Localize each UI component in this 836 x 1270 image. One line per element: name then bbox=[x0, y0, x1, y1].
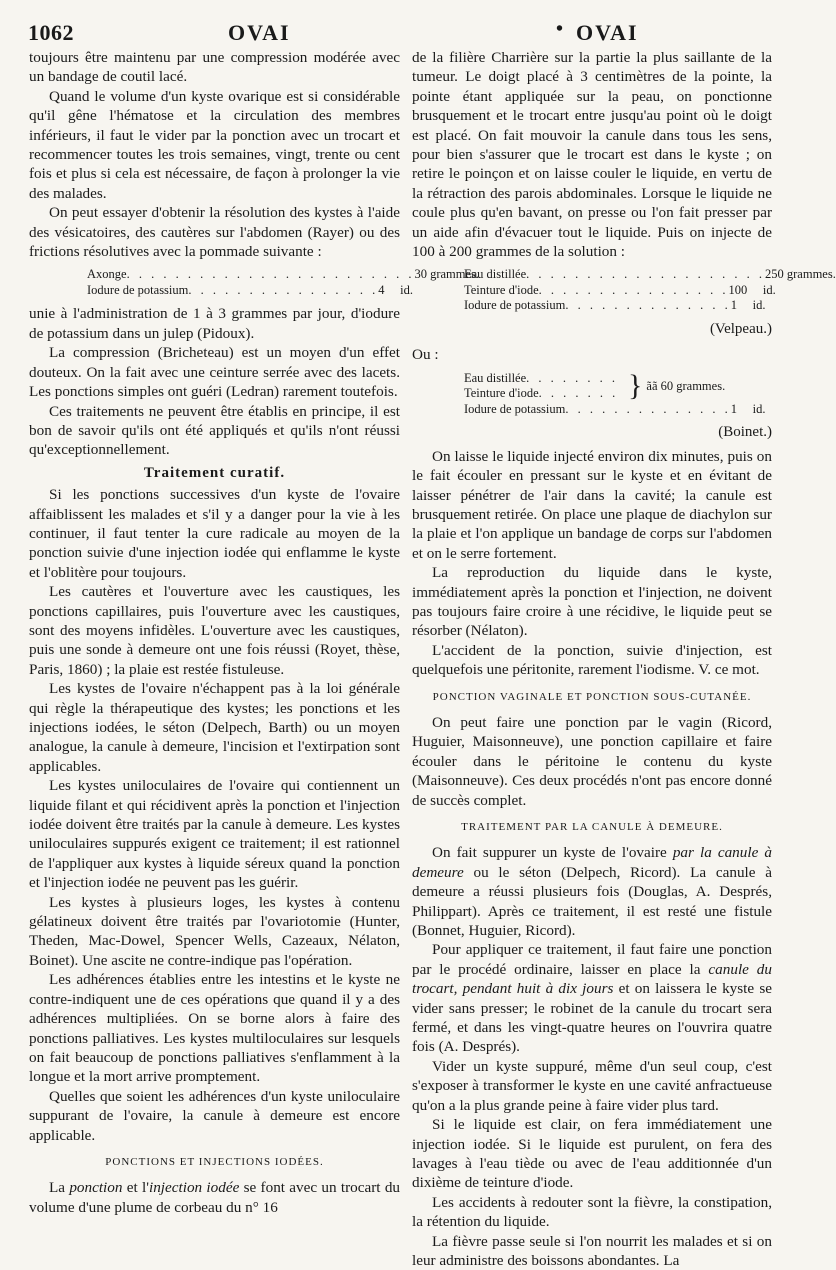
ingredient-name: Iodure de potassium bbox=[464, 401, 566, 416]
paragraph: La fièvre passe seule si l'on nourrit les malades et si on leur administre des boissons abondantes. La bbox=[412, 1232, 772, 1269]
subsection-heading: PONCTION VAGINALE ET PONCTION SOUS-CUTANÉE. bbox=[432, 690, 752, 703]
ingredient-qty: ãã 60 grammes. bbox=[646, 378, 726, 393]
recipe-row bbox=[464, 371, 624, 387]
text-run: On fait suppurer un kyste de l'ovaire bbox=[432, 844, 673, 862]
recipe-boinet bbox=[464, 369, 766, 418]
page-number: 1062 bbox=[28, 20, 74, 45]
leader-dots: . . . . . . . bbox=[538, 386, 619, 401]
paragraph: unie à l'administration de 1 à 3 grammes par jour, d'iodure de potassium dans un julep (Pidoux). bbox=[29, 305, 400, 342]
left-column bbox=[29, 48, 480, 1217]
ingredient-qty: 1 id. bbox=[730, 298, 766, 313]
paragraph: Si les ponctions successives d'un kyste de l'ovaire affaiblissent les malades et s'il y a danger pour la vie à les continuer, il faut tenter la cure radicale au moyen de la ponction suivie d'une injection iodée qui enflamme le kyste et l'oblitère pour toujours. bbox=[29, 486, 400, 581]
ingredient-qty: 1 id. bbox=[730, 401, 766, 416]
ingredient-name: Teinture d'iode bbox=[464, 282, 539, 297]
recipe-row bbox=[464, 267, 836, 283]
ingredient-name: Iodure de potassium bbox=[464, 298, 566, 313]
attribution: (Boinet.) bbox=[718, 424, 772, 441]
recipe-row bbox=[87, 267, 480, 283]
running-title-left: OVAI bbox=[228, 20, 291, 45]
section-heading: Traitement curatif. bbox=[143, 464, 286, 481]
ingredient-qty: 250 grammes. bbox=[765, 267, 836, 282]
paragraph: On peut faire une ponction par le vagin (Ricord, Huguier, Maisonneuve), une ponction capillaire et faire écouler dans le péritoine le contenu du kyste (Maisonneuve). Ces deux procédés n'ont pas encore donné de succès complet. bbox=[412, 713, 772, 809]
leader-dots: . . . . . . . . . . . . . . . . . . . . . . . . bbox=[126, 267, 415, 282]
ingredient-qty: 30 grammes. bbox=[414, 267, 480, 282]
paragraph bbox=[412, 940, 772, 1056]
paragraph: Les kystes à plusieurs loges, les kystes à contenu gélatineux doivent être traités par l'ovariotomie (Hunter, Theden, Mac-Dowel, Spencer Wells, Cazeaux, Nélaton, Boinet). Une ascite ne contre-indique pas l'opération. bbox=[29, 893, 400, 969]
paragraph: La reproduction du liquide dans le kyste, immédiatement après la ponction et l'injection, ne doivent pas toujours faire croire à une récidive, le liquide peut se résorber (Nélaton). bbox=[412, 564, 772, 640]
recipe-pommade bbox=[87, 267, 480, 298]
paragraph: Vider un kyste suppuré, même d'un seul coup, c'est s'exposer à transformer le kyste en une cavité anfractueuse qu'on a la plus grande peine à faire vider plus tard. bbox=[412, 1057, 772, 1114]
leader-dots: . . . . . . . . bbox=[526, 370, 619, 385]
paragraph bbox=[29, 1178, 400, 1217]
ingredient-name: Eau distillée bbox=[464, 370, 527, 385]
subsection-heading: PONCTIONS ET INJECTIONS IODÉES. bbox=[105, 1155, 324, 1168]
page-header bbox=[28, 18, 778, 48]
leader-dots: . . . . . . . . . . . . . . . . bbox=[188, 282, 379, 297]
recipe-row bbox=[464, 282, 776, 299]
paragraph: On peut essayer d'obtenir la résolution des kystes à l'aide des vésicatoires, des cautères sur l'abdomen (Rayer) ou des frictions résolutives avec la pommade suivante : bbox=[29, 204, 400, 261]
text-run: et l' bbox=[122, 1179, 149, 1197]
recipe-row bbox=[464, 401, 766, 418]
paragraph: Les kystes de l'ovaire n'échappent pas à la loi générale qui règle la thérapeutique des kystes; les ponctions et les injections iodées, le séton (Delpech, Barth) ou un moyen analogue, la canule à demeure, l'incision et l'extirpation sont applicables. bbox=[29, 680, 400, 775]
text-run: et on laissera le kyste se vider sans presser; le robinet de la canule du trocart sera fermé, et dans les vingt-quatre heures on l'ouvrira quatre fois (A. Després). bbox=[412, 980, 772, 1056]
brace-glyph: } bbox=[628, 369, 643, 403]
recipe-braced-group bbox=[464, 371, 734, 402]
recipe-row bbox=[464, 386, 624, 402]
recipe-row bbox=[87, 282, 413, 299]
braced-ingredients bbox=[464, 371, 624, 402]
paragraph: Les accidents à redouter sont la fièvre, la constipation, la rétention du liquide. bbox=[412, 1193, 772, 1231]
recipe-velpeau bbox=[464, 267, 836, 314]
italic-run: ponction bbox=[69, 1179, 123, 1197]
paragraph: Les cautères et l'ouverture avec les caustiques, les ponctions capillaires, puis l'ouverture avec les caustiques, sont des moyens infidèles. L'ouverture avec les caustiques, puis une sonde à demeure ont une fois réussi (Royet, thèse, Paris, 1860) ; la plaie est restée fistuleuse. bbox=[29, 583, 400, 678]
italic-run: par la canule à demeure bbox=[412, 844, 772, 881]
paragraph: L'accident de la ponction, suivie d'injection, est quelquefois une péritonite, rarement l'iodisme. V. ce mot. bbox=[412, 641, 772, 679]
paragraph: Les kystes uniloculaires de l'ovaire qui contiennent un liquide filant et qui récidivent après la ponction et l'injection iodée doivent être traités par la canule à demeure. Les kystes uniloculaires suppurés exigent ce traitement; il est rationnel de l'appliquer aux kystes à liquide séreux quand la ponction et l'injection iodée ne peuvent pas les guérir. bbox=[29, 777, 400, 892]
right-column bbox=[412, 48, 836, 1270]
recipe-row bbox=[464, 298, 766, 314]
paragraph: La compression (Bricheteau) est un moyen d'un effet douteux. On la fait avec une ceinture serrée avec des lacets. Les ponctions simples ont guéri (Ledran) rarement toutefois. bbox=[29, 344, 400, 401]
paragraph: Les adhérences établies entre les intestins et le kyste ne contre-indiquent une de ces opérations que quand il y a des adhérences multipliées. On se borne alors à faire des ponctions palliatives. Les kystes multiloculaires sur lesquels on fait beaucoup de ponctions palliatives s'enflamment à la longue et la mort arrive promptement. bbox=[29, 971, 400, 1086]
leader-dots: . . . . . . . . . . . . . . . . . . . . bbox=[526, 267, 766, 282]
paragraph: On laisse le liquide injecté environ dix minutes, puis on le fait écouler en pressant sur le kyste et en évitant de laisser pénétrer de l'air dans la cavité; la canule est brusquement retirée. On place une plaque de diachylon sur la plaie et l'on applique un bandage de corps sur l'abdomen et on le serre fortement. bbox=[412, 447, 772, 562]
text-run: ou le séton (Delpech, Ricord). La canule à demeure a réussi plusieurs fois (Douglas, A. Després, Philippart). Après ce traitement, il est resté une fistule (Bonnet, Huguier, Ricord). bbox=[412, 863, 772, 940]
paragraph bbox=[412, 843, 772, 940]
ingredient-qty: 100 id. bbox=[728, 282, 776, 297]
paragraph: de la filière Charrière sur la partie la plus saillante de la tumeur. Le doigt placé à 3 centimètres de la pointe, la pointe étant appliquée sur la peau, on ponctionne brusquement et le trocart entre jusqu'au point où le doigt est placé. On fait mouvoir la canule dans tous les sens, pour bien s'assurer que le trocart est dans le kyste ; on retire le poinçon et on laisse couler le liquide, en vertu de la rétraction des parois abdominales. Lorsque le liquide ne coule plus qu'en bavant, on presse ou l'on fait presser par un aide afin d'évacuer tout le liquide. Puis on injecte de 100 à 200 grammes de la solution : bbox=[412, 49, 772, 261]
text-run: Pour appliquer ce traitement, il faut faire une ponction par le procédé ordinaire, laisser en place la bbox=[412, 941, 772, 978]
paragraph: Si le liquide est clair, on fera immédiatement une injection iodée. Si le liquide est purulent, on fera des lavages à l'eau tiède ou avec de l'eau additionnée d'un dixième de teinture d'iode. bbox=[412, 1116, 772, 1192]
subsection-heading: TRAITEMENT PAR LA CANULE À DEMEURE. bbox=[461, 821, 723, 833]
leader-dots: . . . . . . . . . . . . . . bbox=[565, 401, 731, 416]
paragraph: toujours être maintenu par une compression modérée avec un bandage de coutil lacé. bbox=[29, 49, 400, 86]
leader-dots: . . . . . . . . . . . . . . bbox=[565, 298, 731, 313]
ingredient-name: Teinture d'iode bbox=[464, 386, 539, 401]
paragraph: Ces traitements ne peuvent être établis en principe, il est bon de savoir qu'ils ont été appliqués et qu'ils n'ont réussi qu'exceptionnellement. bbox=[29, 402, 400, 459]
ingredient-name: Iodure de potassium bbox=[87, 282, 189, 297]
text-run: se font avec un trocart du volume d'une plume de corbeau du n° 16 bbox=[29, 1179, 401, 1216]
attribution: (Velpeau.) bbox=[709, 320, 772, 337]
text-run: La bbox=[49, 1179, 70, 1197]
alternative-label: Ou : bbox=[412, 346, 439, 364]
paragraph: Quand le volume d'un kyste ovarique est si considérable qu'il gêne l'hématose et la circulation des membres inférieurs, il faut le vider par la ponction avec un trocart et recommencer toutes les trois semaines, vingt, trente ou cent fois et plus si cela est nécessaire, de façon à prolonger la vie des malades. bbox=[29, 87, 400, 202]
paragraph: Quelles que soient les adhérences d'un kyste uniloculaire suppurant de l'ovaire, la canule à demeure est encore applicable. bbox=[29, 1087, 400, 1144]
leader-dots: . . . . . . . . . . . . . . . . bbox=[538, 282, 729, 297]
ingredient-name: Axonge bbox=[87, 267, 127, 282]
ingredient-qty: 4 id. bbox=[378, 282, 413, 297]
italic-run: injection iodée bbox=[148, 1179, 240, 1197]
ingredient-name: Eau distillée bbox=[464, 267, 527, 282]
running-title-right: OVAI bbox=[576, 20, 639, 45]
italic-run: canule du trocart, pendant huit à dix jours bbox=[412, 960, 772, 998]
header-marker: • bbox=[556, 18, 564, 40]
